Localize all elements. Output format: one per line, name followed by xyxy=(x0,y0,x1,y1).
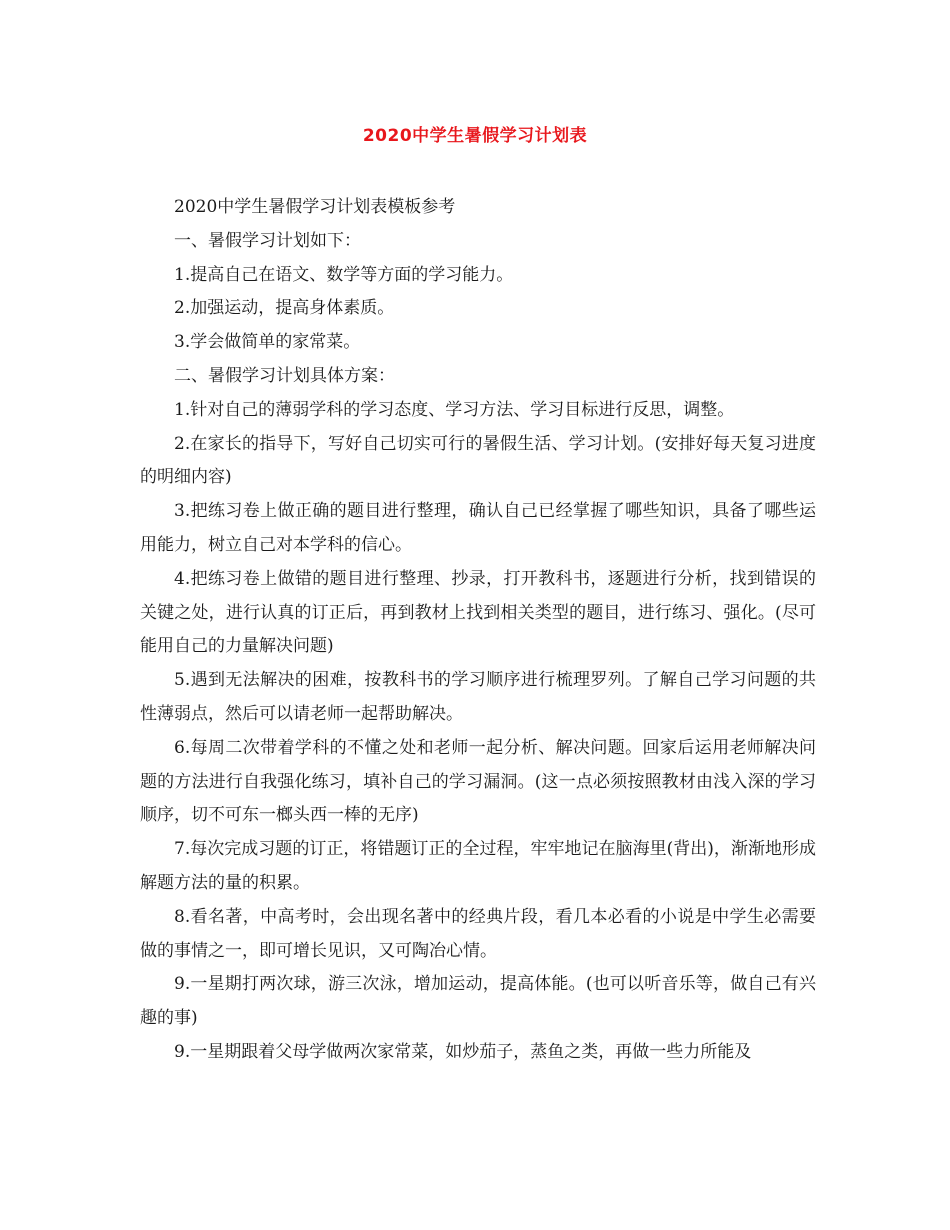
scheme-item-2: 2.在家长的指导下，写好自己切实可行的暑假生活、学习计划。(安排好每天复习进度的明细内容) xyxy=(140,433,816,488)
document-body xyxy=(140,191,816,1070)
plan-item-3: 3.学会做简单的家常菜。 xyxy=(174,332,361,353)
plan-item-2: 2.加强运动，提高身体素质。 xyxy=(174,298,395,319)
scheme-item-9a: 9.一星期打两次球，游三次泳，增加运动，提高体能。(也可以听音乐等，做自己有兴趣的事) xyxy=(140,974,816,1029)
section-heading-plan: 一、暑假学习计划如下： xyxy=(174,230,361,251)
scheme-item-9b: 9.一星期跟着父母学做两次家常菜，如炒茄子，蒸鱼之类，再做一些力所能及 xyxy=(174,1041,752,1062)
scheme-item-5: 5.遇到无法解决的困难，按教科书的学习顺序进行梳理罗列。了解自己学习问题的共性薄弱点，然后可以请老师一起帮助解决。 xyxy=(140,670,816,724)
section-heading-scheme: 二、暑假学习计划具体方案： xyxy=(174,365,395,386)
paragraph-intro: 2020中学生暑假学习计划表模板参考 xyxy=(174,197,456,217)
document-title: 2020中学生暑假学习计划表 xyxy=(362,126,588,146)
plan-item-1: 1.提高自己在语文、数学等方面的学习能力。 xyxy=(174,264,514,285)
scheme-item-7: 7.每次完成习题的订正，将错题订正的全过程，牢牢地记在脑海里(背出)，渐渐地形成解题方法的量的积累。 xyxy=(140,839,816,893)
scheme-item-1: 1.针对自己的薄弱学科的学习态度、学习方法、学习目标进行反思，调整。 xyxy=(174,399,735,420)
scheme-item-3: 3.把练习卷上做正确的题目进行整理，确认自己已经掌握了哪些知识，具备了哪些运用能力，树立自己对本学科的信心。 xyxy=(140,501,816,555)
scheme-item-4: 4.把练习卷上做错的题目进行整理、抄录，打开教科书，逐题进行分析，找到错误的关键之处，进行认真的订正后，再到教材上找到相关类型的题目，进行练习、强化。(尽可能用自己的力量解决问题) xyxy=(140,568,816,657)
scheme-item-6: 6.每周二次带着学科的不懂之处和老师一起分析、解决问题。回家后运用老师解决问题的方法进行自我强化练习，填补自己的学习漏洞。(这一点必须按照教材由浅入深的学习顺序，切不可东一榔头西一棒的无序) xyxy=(140,737,816,826)
scheme-item-8: 8.看名著，中高考时，会出现名著中的经典片段，看几本必看的小说是中学生必需要做的事情之一，即可增长见识，又可陶冶心情。 xyxy=(140,906,816,961)
